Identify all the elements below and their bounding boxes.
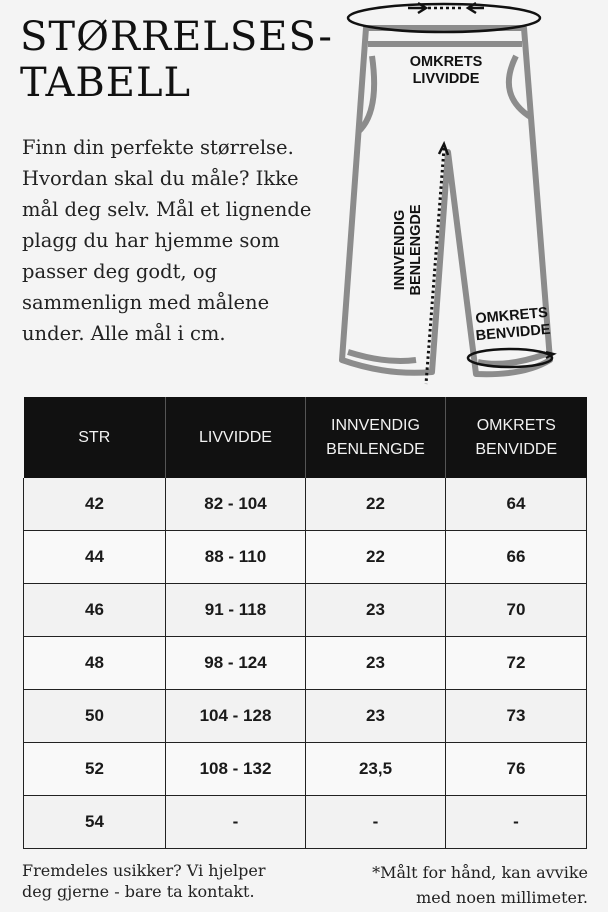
cell-waist: 91 - 118: [166, 584, 306, 637]
header-size: STR: [24, 397, 166, 478]
table-row: [24, 584, 587, 637]
waist-label-line-2: LIVVIDDE: [412, 71, 480, 87]
table-row: [24, 531, 587, 584]
cell-size: 46: [24, 584, 166, 637]
size-table: [23, 397, 587, 849]
page-title: [20, 14, 333, 106]
leg-width-label-line-1: OMKRETS: [474, 304, 549, 328]
cell-size: 54: [24, 796, 166, 849]
pants-measurement-diagram: [336, 0, 608, 392]
cell-waist: 104 - 128: [166, 690, 306, 743]
cell-inseam: 23: [306, 637, 446, 690]
cell-size: 52: [24, 743, 166, 796]
header-leg-width: OMKRETS BENVIDDE: [446, 397, 587, 478]
waist-label-line-1: OMKRETS: [409, 54, 483, 70]
cell-size: 44: [24, 531, 166, 584]
cell-inseam: 23: [306, 584, 446, 637]
measurement-disclaimer: *Målt for hånd, kan avvike med noen millimeter.: [372, 863, 588, 907]
cell-leg-width: 70: [446, 584, 587, 637]
cell-inseam: 23,5: [306, 743, 446, 796]
cell-waist: -: [166, 796, 306, 849]
cell-leg-width: 76: [446, 743, 587, 796]
cell-waist: 98 - 124: [166, 637, 306, 690]
cell-leg-width: -: [446, 796, 587, 849]
table-row: [24, 478, 587, 531]
cell-inseam: 22: [306, 478, 446, 531]
title-line-1: STØRRELSES-: [20, 14, 333, 60]
cell-size: 42: [24, 478, 166, 531]
cell-inseam: 22: [306, 531, 446, 584]
cell-size: 48: [24, 637, 166, 690]
table-row: [24, 637, 587, 690]
cell-inseam: -: [306, 796, 446, 849]
header-inseam: INNVENDIG BENLENGDE: [306, 397, 446, 478]
cell-waist: 108 - 132: [166, 743, 306, 796]
header-waist: LIVVIDDE: [166, 397, 306, 478]
cell-waist: 88 - 110: [166, 531, 306, 584]
table-row: [24, 743, 587, 796]
intro-text: Finn din perfekte størrelse. Hvordan skal du måle? Ikke mål deg selv. Mål et lignende plagg du har hjemme som passer deg godt, og sammenlign med målene under. Alle mål i cm.: [22, 136, 312, 345]
inseam-label-line-1: INNVENDIG: [392, 209, 408, 291]
contact-note: Fremdeles usikker? Vi hjelper deg gjerne - bare ta kontakt.: [22, 861, 266, 901]
leg-width-label-line-2: BENVIDDE: [475, 321, 552, 345]
cell-inseam: 23: [306, 690, 446, 743]
inseam-label-line-2: BENLENGDE: [408, 204, 424, 296]
cell-waist: 82 - 104: [166, 478, 306, 531]
cell-leg-width: 73: [446, 690, 587, 743]
cell-leg-width: 66: [446, 531, 587, 584]
table-row: [24, 690, 587, 743]
table-header-row: [24, 397, 587, 478]
cell-leg-width: 64: [446, 478, 587, 531]
cell-leg-width: 72: [446, 637, 587, 690]
table-row: [24, 796, 587, 849]
title-line-2: TABELL: [20, 60, 192, 106]
cell-size: 50: [24, 690, 166, 743]
